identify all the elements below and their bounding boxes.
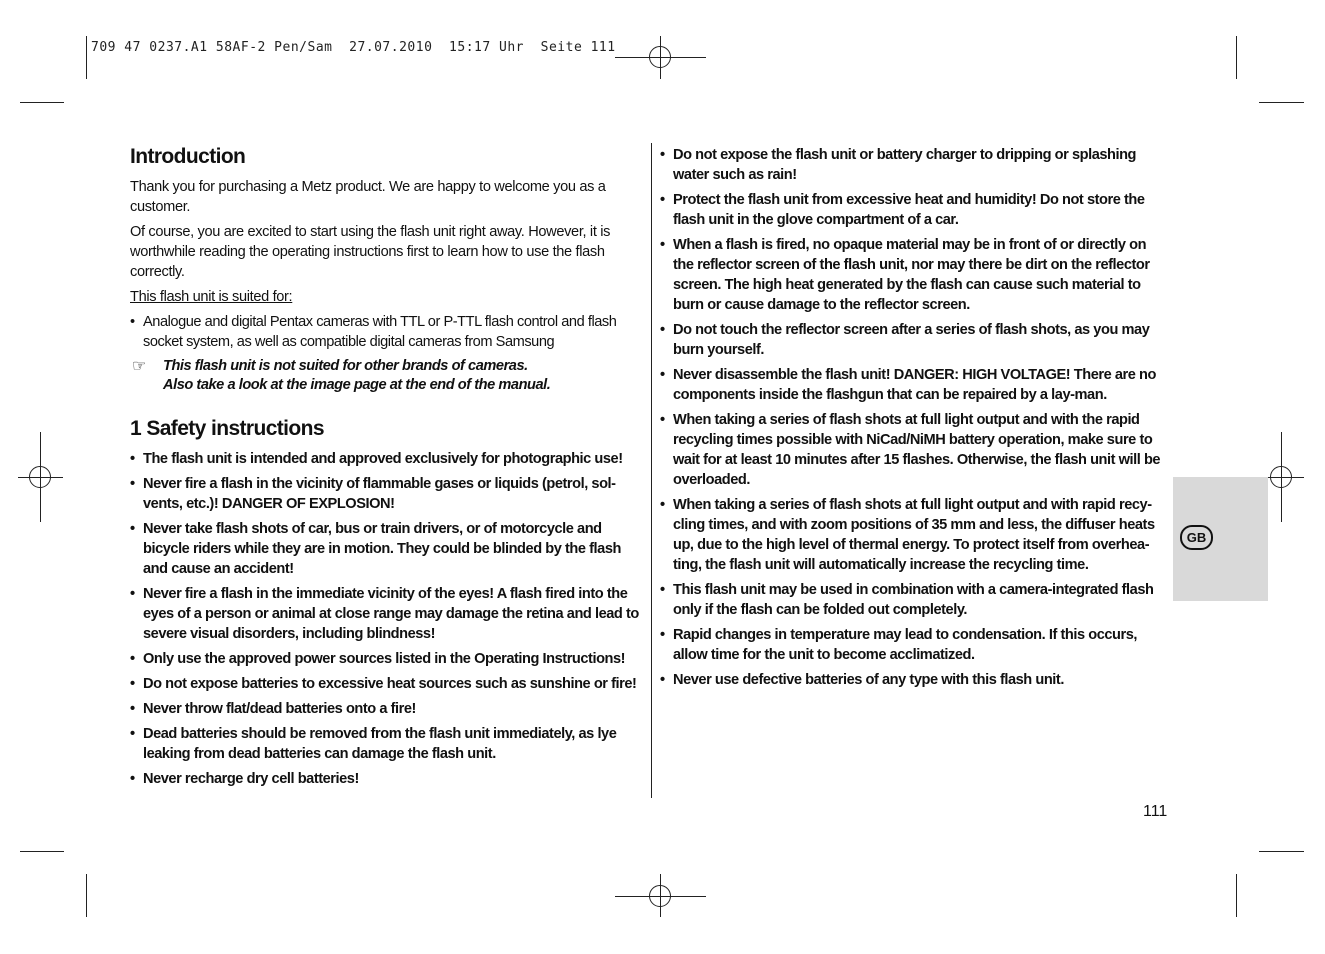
crop-mark (86, 874, 87, 917)
safety-item: • Never disassemble the flash unit! DANGER: HIGH VOLTAGE! There are no components inside the flashgun that can be repaired by a lay-man. (660, 365, 1170, 405)
intro-paragraph-1: Thank you for purchasing a Metz product. We are happy to welcome you as a customer. (130, 179, 606, 215)
suited-for-label: This flash unit is suited for: (130, 289, 293, 305)
safety-item: • The flash unit is intended and approved exclusively for photographic use! (130, 449, 642, 469)
safety-item: • Do not touch the reflector screen after a series of flash shots, as you may burn yourself. (660, 320, 1170, 360)
safety-item: • When taking a series of flash shots at full light output and with the rapid recycling times possible with NiCad/NiMH battery operation, make sure to wait for at least 10 minutes after 15 flashes. Otherwise, the flash unit will be overloaded. (660, 410, 1170, 490)
language-badge: GB (1180, 525, 1213, 550)
crop-mark (1236, 874, 1237, 917)
crop-mark (20, 851, 64, 852)
safety-list-right (660, 145, 1170, 690)
safety-heading: 1 Safety instructions (130, 417, 324, 440)
crop-mark (1236, 36, 1237, 79)
safety-item: • Never use defective batteries of any type with this flash unit. (660, 670, 1170, 690)
note (130, 357, 642, 395)
crop-mark (1259, 851, 1304, 852)
page-number: 111 (1143, 803, 1168, 820)
suited-for-list (130, 312, 642, 352)
introduction-heading: Introduction (130, 145, 246, 168)
crop-mark (1259, 102, 1304, 103)
pointing-hand-icon: ☞ (132, 358, 146, 375)
note-line-2: Also take a look at the image page at the end of the manual. (163, 377, 551, 393)
safety-item: • Only use the approved power sources listed in the Operating Instructions! (130, 649, 642, 669)
safety-item: • Rapid changes in temperature may lead to condensation. If this occurs, allow time for the unit to become acclimatized. (660, 625, 1170, 665)
left-column (130, 145, 642, 794)
safety-list-left (130, 449, 642, 789)
safety-item: • Do not expose the flash unit or battery charger to dripping or splashing water such as rain! (660, 145, 1170, 185)
column-divider (651, 143, 652, 798)
print-slug: 709 47 0237.A1 58AF-2 Pen/Sam 27.07.2010 15:17 Uhr Seite 111 (91, 40, 616, 55)
safety-item: • Never fire a flash in the immediate vicinity of the eyes! A flash fired into the eyes of a person or animal at close range may damage the retina and lead to severe visual disorders, including blindness! (130, 584, 642, 644)
crop-mark (86, 36, 87, 79)
safety-item: • Do not expose batteries to excessive heat sources such as sunshine or fire! (130, 674, 642, 694)
suited-for-item: • Analogue and digital Pentax cameras with TTL or P-TTL flash control and flash socket system, as well as compatible digital cameras from Samsung (130, 312, 642, 352)
safety-item: • When a flash is fired, no opaque material may be in front of or directly on the reflector screen of the flash unit, nor may there be dirt on the reflector screen. The high heat generated by the flash can cause such material to burn or cause damage to the reflector screen. (660, 235, 1170, 315)
safety-item: • This flash unit may be used in combination with a camera-integrated flash only if the flash can be folded out completely. (660, 580, 1170, 620)
note-line-1: This flash unit is not suited for other brands of cameras. (163, 358, 528, 374)
safety-item: • Never take flash shots of car, bus or train drivers, or of motorcycle and bicycle riders while they are in motion. They could be blinded by the flash and cause an accident! (130, 519, 642, 579)
safety-item: • When taking a series of flash shots at full light output and with rapid recy-cling times, and with zoom positions of 35 mm and less, the diffuser heats up, due to the high level of thermal energy. To protect itself from overhea-ting, the flash unit will automatically increase the recycling time. (660, 495, 1170, 575)
safety-item: • Never recharge dry cell batteries! (130, 769, 642, 789)
safety-item: • Dead batteries should be removed from the flash unit immediately, as lye leaking from dead batteries can damage the flash unit. (130, 724, 642, 764)
safety-item: • Never fire a flash in the vicinity of flammable gases or liquids (petrol, sol-vents, etc.)! DANGER OF EXPLOSION! (130, 474, 642, 514)
crop-mark (20, 102, 64, 103)
intro-paragraph-2: Of course, you are excited to start using the flash unit right away. However, it is worthwhile reading the operating instructions first to learn how to use the flash correctly. (130, 224, 611, 280)
safety-item: • Never throw flat/dead batteries onto a fire! (130, 699, 642, 719)
right-column (660, 145, 1170, 695)
safety-item: • Protect the flash unit from excessive heat and humidity! Do not store the flash unit in the glove compartment of a car. (660, 190, 1170, 230)
